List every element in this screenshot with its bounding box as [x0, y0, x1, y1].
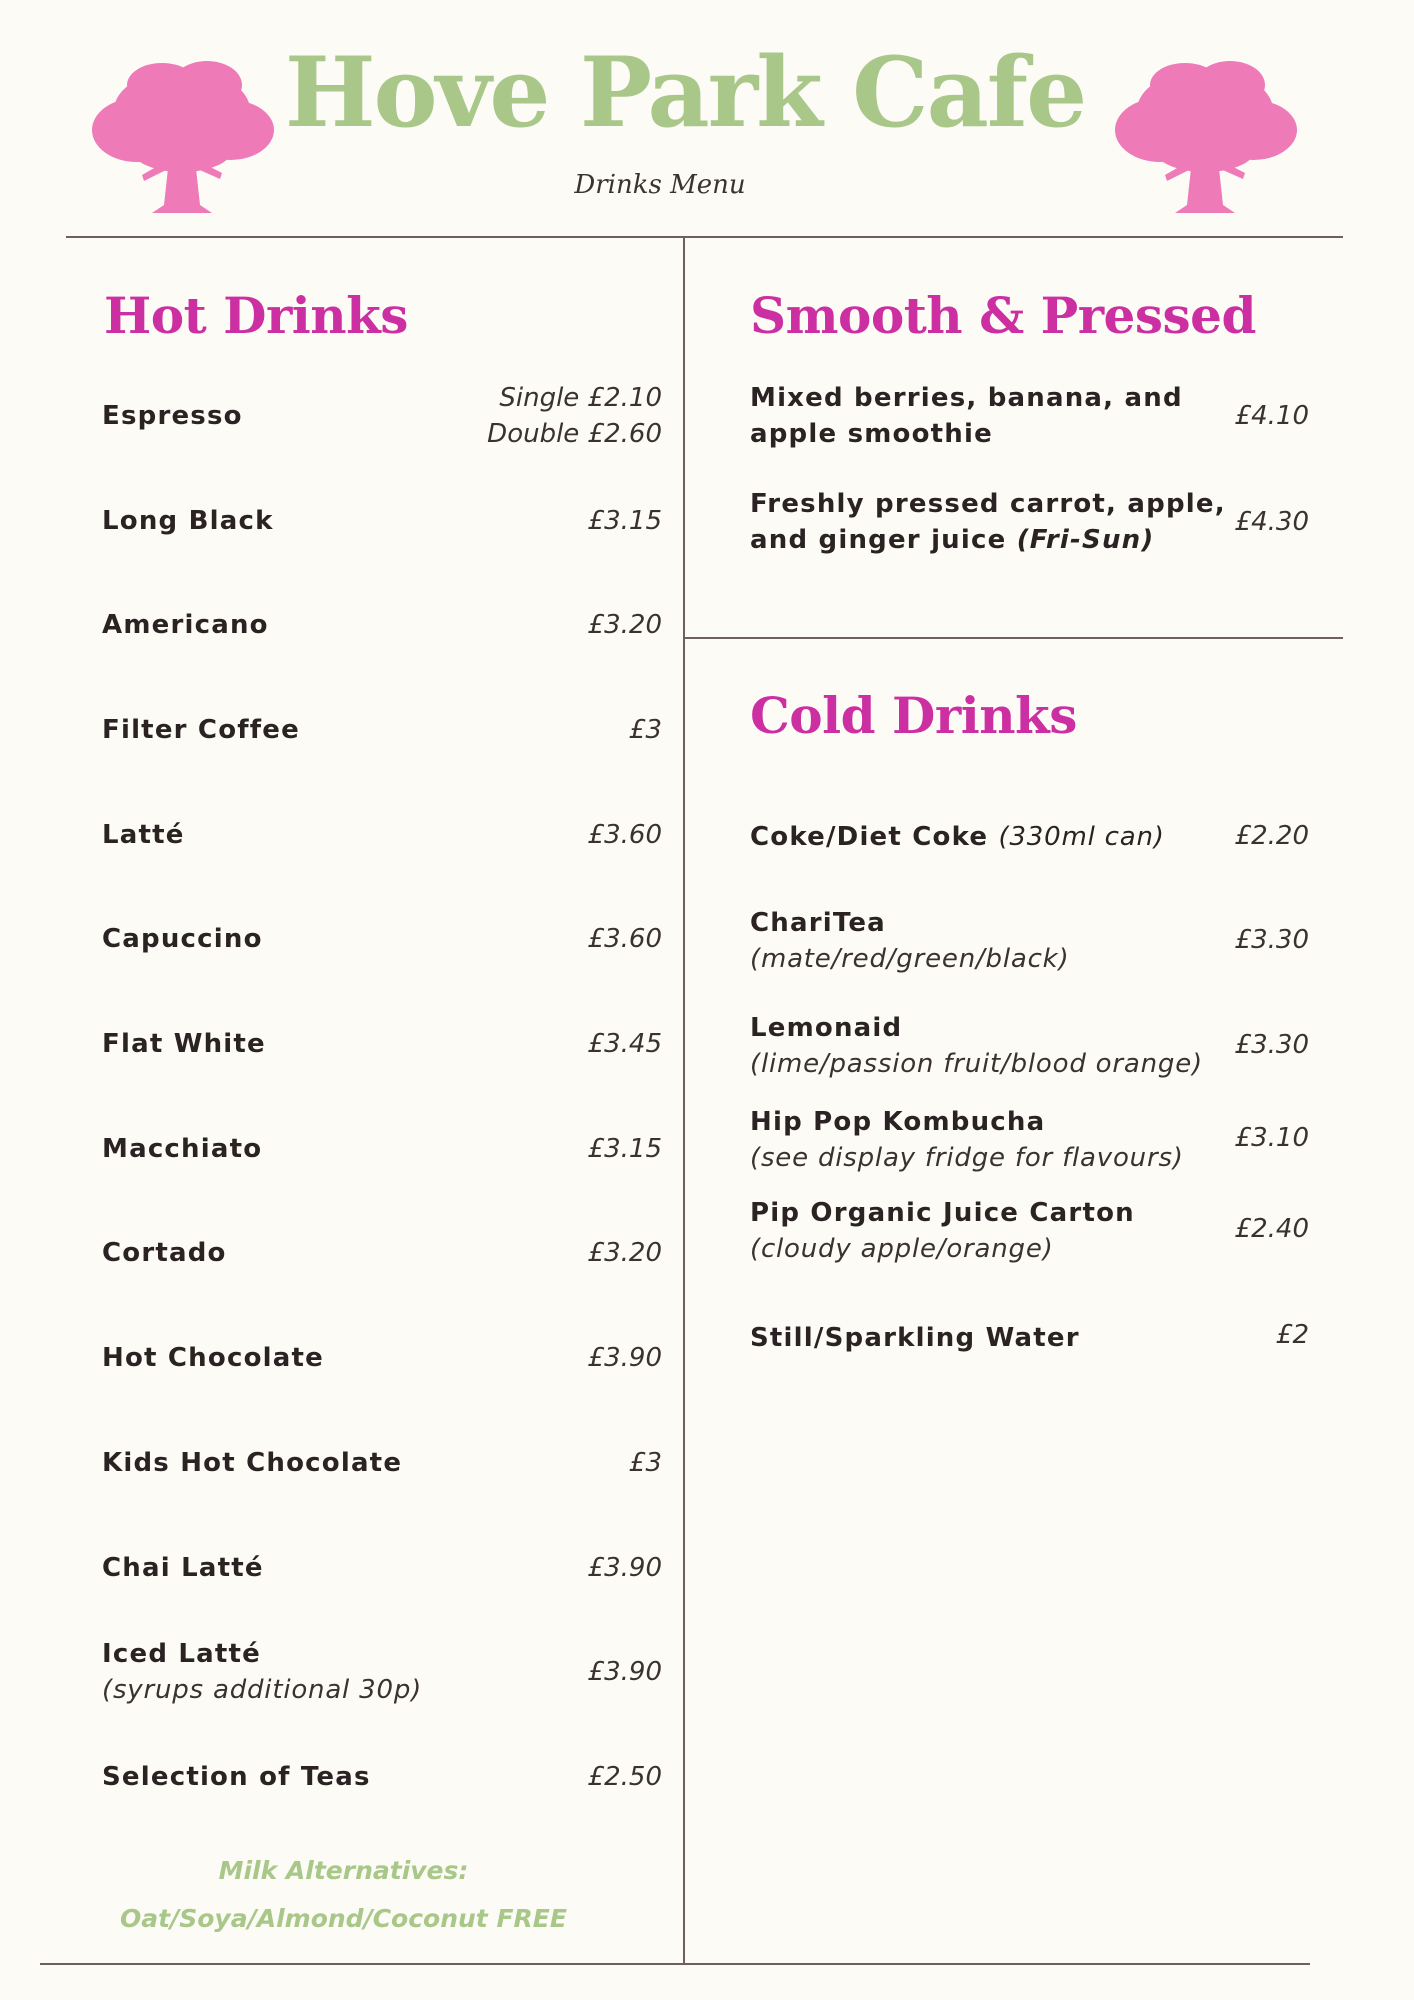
menu-item-name: Filter Coffee — [102, 715, 300, 745]
smooth-pressed-title: Smooth & Pressed — [750, 286, 1256, 345]
menu-item-price: £2.20 — [1234, 821, 1309, 851]
menu-item-line — [750, 522, 1226, 558]
menu-item-price: £3.15 — [587, 506, 662, 536]
menu-item-price: Double £2.60 — [487, 419, 662, 449]
menu-item-price: £3.60 — [587, 820, 662, 850]
menu-item-note: (lime/passion fruit/blood orange) — [750, 1049, 1203, 1079]
milk-alternatives-list: Oat/Soya/Almond/Coconut FREE — [120, 1904, 567, 1933]
menu-item-name: Cortado — [102, 1238, 227, 1268]
menu-item-name: Flat White — [102, 1029, 266, 1059]
menu-item-title: Iced Latté — [102, 1639, 261, 1669]
menu-item-price: £3.20 — [587, 1238, 662, 1268]
menu-item-name: Selection of Teas — [102, 1762, 371, 1792]
menu-item-name — [750, 819, 1165, 855]
menu-item-price: £2.50 — [587, 1762, 662, 1792]
menu-item-name: Chai Latté — [102, 1553, 264, 1583]
menu-item-line: Freshly pressed carrot, apple, — [750, 489, 1226, 519]
menu-item-title: Coke/Diet Coke — [750, 822, 999, 852]
menu-item-title: Lemonaid — [750, 1013, 903, 1043]
menu-item-name: Espresso — [102, 401, 243, 431]
menu-item-name: Capuccino — [102, 924, 263, 954]
hot-drinks-title: Hot Drinks — [104, 286, 408, 345]
menu-item-price: £2.40 — [1234, 1214, 1309, 1244]
menu-item-name: Still/Sparkling Water — [750, 1323, 1080, 1353]
menu-item-price: £3.60 — [587, 924, 662, 954]
menu-item-price: £4.10 — [1234, 401, 1309, 431]
menu-item-title: Pip Organic Juice Carton — [750, 1198, 1135, 1228]
menu-item-price: £3.10 — [1234, 1123, 1309, 1153]
menu-item-name — [750, 486, 1226, 558]
menu-item-name — [750, 905, 1069, 977]
menu-item-line-text: and ginger juice — [750, 525, 1017, 555]
menu-item-title: ChariTea — [750, 908, 886, 938]
menu-item-price: £3.20 — [587, 610, 662, 640]
menu-item-price: £4.30 — [1234, 507, 1309, 537]
menu-item-price: £3.30 — [1234, 925, 1309, 955]
menu-item-name — [102, 1636, 422, 1708]
menu-item-note: (330ml can) — [998, 822, 1165, 852]
menu-item-price: £2 — [1275, 1320, 1309, 1350]
menu-item-note: (mate/red/green/black) — [750, 944, 1070, 974]
menu-item-note: (syrups additional 30p) — [102, 1675, 423, 1705]
menu-item-note: (cloudy apple/orange) — [750, 1234, 1054, 1264]
menu-item-title: Hip Pop Kombucha — [750, 1107, 1046, 1137]
menu-item-name — [750, 1195, 1135, 1267]
page-subtitle: Drinks Menu — [574, 170, 746, 200]
menu-item-name — [750, 1010, 1203, 1082]
menu-item-price: £3.90 — [587, 1657, 662, 1687]
menu-item-price: £3.15 — [587, 1134, 662, 1164]
menu-item-price: Single £2.10 — [499, 383, 662, 413]
divider-bottom — [40, 1963, 1310, 1965]
menu-item-price: £3 — [628, 715, 662, 745]
menu-item-name: Hot Chocolate — [102, 1343, 324, 1373]
menu-item-price: £3 — [628, 1448, 662, 1478]
menu-item-name: Kids Hot Chocolate — [102, 1448, 403, 1478]
menu-item-name — [750, 380, 1183, 452]
menu-item-line: apple smoothie — [750, 419, 993, 449]
divider-top — [66, 236, 1343, 238]
divider-vertical — [683, 237, 685, 1963]
menu-item-line: Mixed berries, banana, and — [750, 383, 1183, 413]
page-title: Hove Park Cafe — [284, 36, 1086, 149]
divider-middle — [684, 637, 1343, 639]
menu-item-name: Long Black — [102, 506, 274, 536]
milk-alternatives-label: Milk Alternatives: — [218, 1856, 469, 1885]
menu-item-name — [750, 1104, 1184, 1176]
menu-item-note: (Fri-Sun) — [1016, 525, 1155, 555]
menu-item-price: £3.45 — [587, 1029, 662, 1059]
menu-item-name: Americano — [102, 610, 269, 640]
cold-drinks-title: Cold Drinks — [750, 686, 1077, 745]
menu-item-name: Macchiato — [102, 1134, 263, 1164]
menu-item-note: (see display fridge for flavours) — [750, 1143, 1184, 1173]
menu-item-price: £3.90 — [587, 1553, 662, 1583]
menu-item-price: £3.90 — [587, 1343, 662, 1373]
menu-item-name: Latté — [102, 820, 185, 850]
menu-item-price: £3.30 — [1234, 1030, 1309, 1060]
